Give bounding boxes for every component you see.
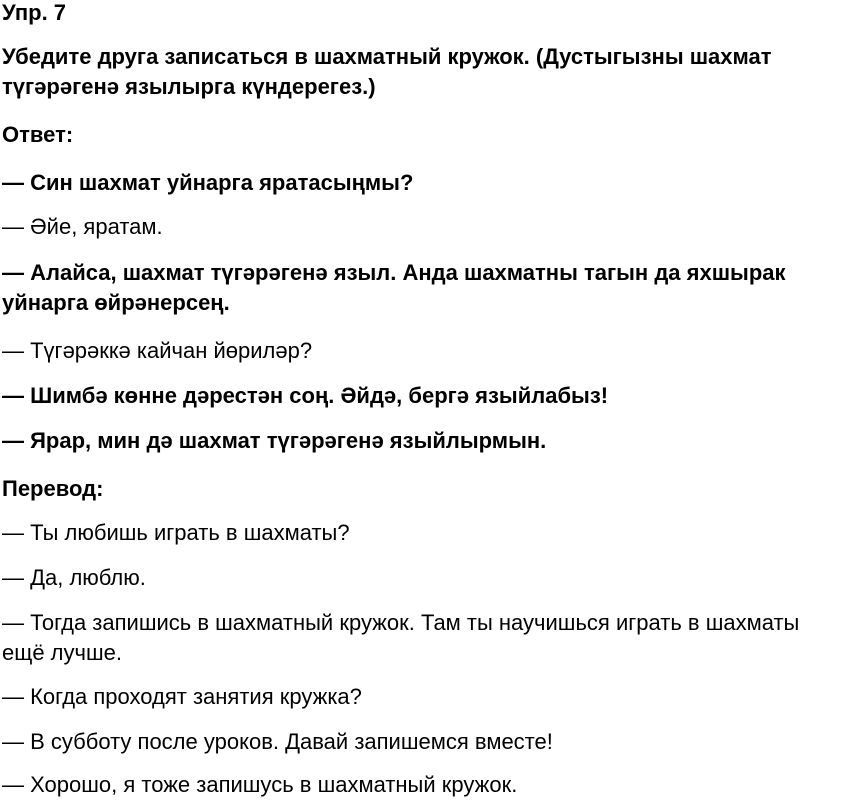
- answer-line: — Син шахмат уйнарга яратасыңмы?: [2, 170, 414, 195]
- answer-line: — Ярар, мин дә шахмат түгәрәгенә языйлырмын.: [2, 428, 547, 453]
- task-text: Убедите друга записаться в шахматный кружок. (Дустыгызны шахмат түгәрәгенә язылырга күндерегез.): [2, 44, 772, 99]
- answer-heading: Ответ:: [2, 122, 74, 147]
- exercise-title: Упр. 7: [2, 0, 67, 25]
- answer-line: — Түгәрәккә кайчан йөриләр?: [2, 338, 313, 363]
- translation-line: — Тогда запишись в шахматный кружок. Там ты научишься играть в шахматы ещё лучше.: [2, 610, 800, 665]
- answer-line: — Әйе, яратам.: [2, 214, 163, 239]
- translation-line: — В субботу после уроков. Давай запишемся вместе!: [2, 729, 553, 754]
- translation-heading: Перевод:: [2, 476, 104, 501]
- translation-line: — Хорошо, я тоже запишусь в шахматный кружок.: [2, 772, 518, 797]
- answer-line: — Алайса, шахмат түгәрәгенә языл. Анда шахматны тагын да яхшырак уйнарга өйрәнерсең.: [2, 260, 786, 315]
- translation-line: — Ты любишь играть в шахматы?: [2, 520, 350, 545]
- answer-line: — Шимбә көнне дәрестән соң. Әйдә, бергә языйлабыз!: [2, 383, 609, 408]
- translation-line: — Да, люблю.: [2, 565, 146, 590]
- translation-line: — Когда проходят занятия кружка?: [2, 684, 362, 709]
